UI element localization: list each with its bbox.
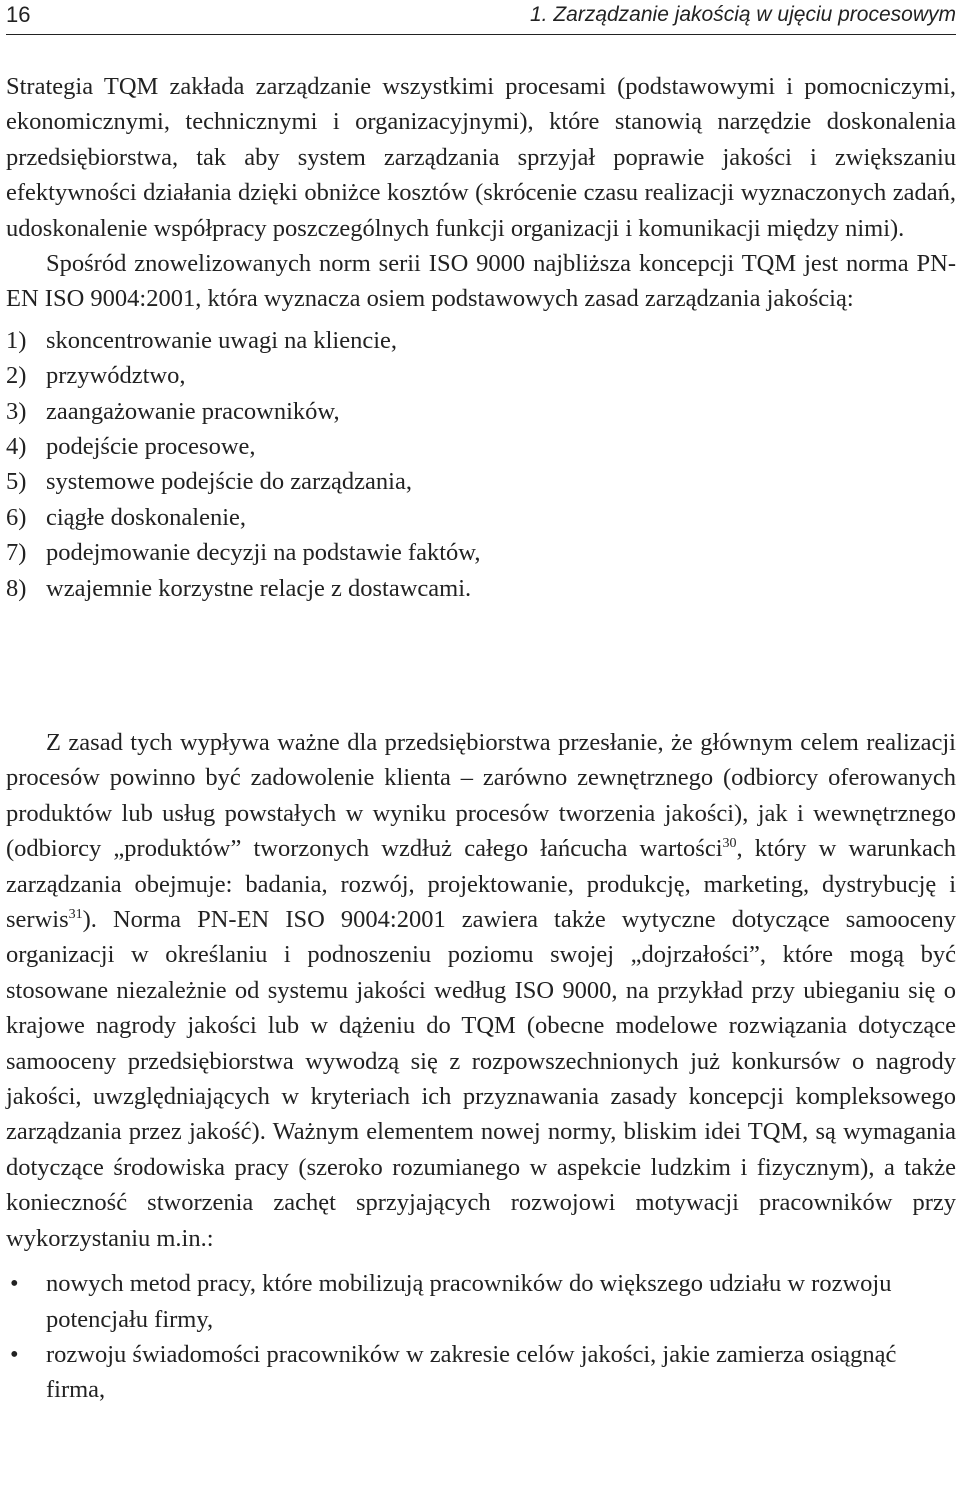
chapter-running-title: 1. Zarządzanie jakością w ujęciu procesowym bbox=[529, 3, 956, 26]
list-item-number: 1) bbox=[6, 326, 27, 354]
bullet-icon: • bbox=[10, 1340, 19, 1368]
list-item-principle bbox=[6, 429, 956, 464]
list-item-number: 8) bbox=[6, 574, 27, 602]
list-item-principle bbox=[6, 394, 956, 429]
footnote-marker-31[interactable]: 31 bbox=[68, 906, 83, 922]
paragraph-text-part-1: Z zasad tych wypływa ważne dla przedsiębiorstwa przesłanie, że głównym celem realizacji procesów powinno być zadowolenie klienta – zarówno zewnętrznego (odbiorcy oferowanych produktów lub usług powstałych w wyniku procesów tworzenia jakości), jak i wewnętrznego (odbiorcy „produktów” tworzonych wzdłuż całego łańcucha wartości bbox=[6, 729, 956, 863]
paragraph-text-part-2: , który w warunkach zarządzania obejmuje: badania, rozwój, projektowanie, produkcję, marketing, dystrybucję i serwis bbox=[6, 835, 957, 934]
list-item-principle bbox=[6, 535, 956, 570]
list-item bbox=[6, 1266, 956, 1337]
list-item-text: podejście procesowe, bbox=[46, 433, 256, 461]
list-item-text: przywództwo, bbox=[46, 362, 186, 390]
list-item-number: 6) bbox=[6, 503, 27, 531]
list-item-number: 7) bbox=[6, 539, 27, 567]
list-item-principle bbox=[6, 464, 956, 499]
footnote-marker-30[interactable]: 30 bbox=[722, 836, 737, 852]
list-item-number: 3) bbox=[6, 397, 27, 425]
page-number: 16 bbox=[6, 2, 31, 27]
list-item-number: 4) bbox=[6, 433, 27, 461]
list-item-number: 5) bbox=[6, 468, 27, 496]
list-item-text: skoncentrowanie uwagi na kliencie, bbox=[46, 326, 398, 354]
list-item-text: systemowe podejście do zarządzania, bbox=[46, 468, 412, 496]
list-item-text: nowych metod pracy, które mobilizują pracowników do większego udziału w rozwoju potencjału firmy, bbox=[46, 1270, 892, 1333]
paragraph-text-part-3: ). Norma PN-EN ISO 9004:2001 zawiera także wytyczne dotyczące samooceny organizacji w określaniu i podnoszeniu poziomu swojej „dojrzałości”, które mogą być stosowane niezależnie od systemu jakości według ISO 9000, na przykład przy ubieganiu się o krajowe nagrody jakości lub w dążeniu do TQM (obecne modelowe rozwiązania dotyczące samooceny przedsiębiorstwa wywodzą się z rozpowszechnionych już konkursów o nagrody jakości, uwzględniających w kryteriach ich przyznawania zasady koncepcji kompleksowego zarządzania przez jakość). Ważnym elementem nowej normy, bliskim idei TQM, są wymagania dotyczące środowiska pracy (szeroko rozumianego w aspekcie ludzkim i fizycznym), a także konieczność stworzenia zachęt sprzyjających rozwojowi motywacji pracowników przy wykorzystaniu m.in.: bbox=[6, 906, 956, 1252]
bullet-icon: • bbox=[10, 1270, 19, 1298]
list-item-principle bbox=[6, 358, 956, 393]
list-item-text: wzajemnie korzystne relacje z dostawcami. bbox=[46, 574, 472, 602]
paragraph-tqm-strategy: Strategia TQM zakłada zarządzanie wszystkimi procesami (podstawowymi i pomocniczymi, ekonomicznymi, technicznymi i organizacyjnymi), które stanowią narzędzie doskonalenia przedsiębiorstwa, tak aby system zarządzania sprzyjał poprawie jakości i zwiększaniu efektywności działania dzięki obniżce kosztów (skrócenie czasu realizacji wyznaczonych zadań, udoskonalenie współpracy poszczególnych funkcji organizacji i komunikacji między nimi). bbox=[6, 73, 956, 242]
running-header bbox=[6, 0, 956, 35]
paragraph-iso-9004: Spośród znowelizowanych norm serii ISO 9000 najbliższa koncepcji TQM jest norma PN-EN ISO 9004:2001, która wyznacza osiem podstawowych zasad zarządzania jakością: bbox=[6, 250, 956, 313]
quality-principles-list bbox=[6, 323, 956, 606]
list-item-text: rozwoju świadomości pracowników w zakresie celów jakości, jakie zamierza osiągnąć firma, bbox=[46, 1340, 897, 1404]
list-item-text: ciągłe doskonalenie, bbox=[46, 503, 247, 531]
list-item-principle bbox=[6, 323, 956, 358]
paragraph-customer-satisfaction bbox=[6, 725, 956, 1256]
list-item-principle bbox=[6, 571, 956, 606]
text-block-customer-satisfaction bbox=[6, 725, 956, 1408]
list-item-text: podejmowanie decyzji na podstawie faktów, bbox=[46, 539, 481, 567]
list-item bbox=[6, 1337, 956, 1408]
text-block-tqm-strategy bbox=[6, 69, 956, 606]
list-item-text: zaangażowanie pracowników, bbox=[46, 397, 340, 425]
list-item-number: 2) bbox=[6, 362, 27, 390]
motivation-methods-list bbox=[6, 1266, 956, 1408]
list-item-principle bbox=[6, 500, 956, 535]
